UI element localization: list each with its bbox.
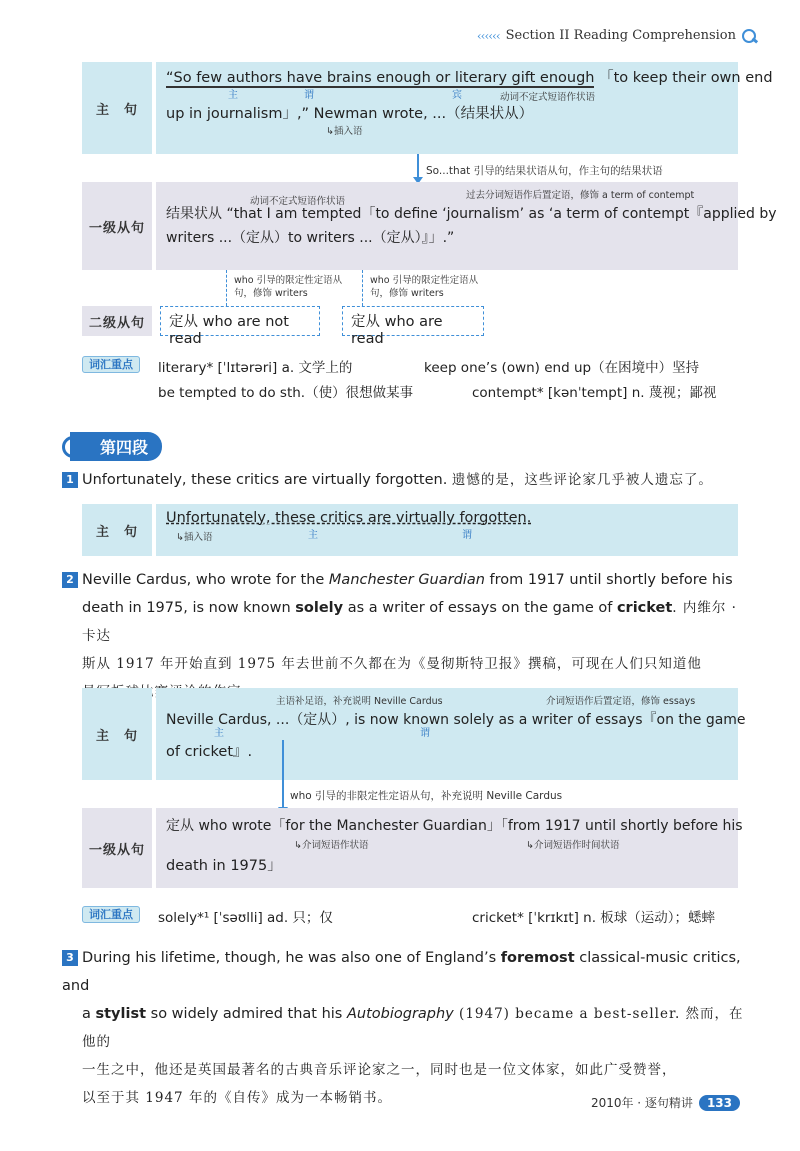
- main-line1: “So few authors have brains enough or literary gift enough 「to keep their own end: [166, 70, 773, 86]
- para-3: 3 During his lifetime, though, he was also one of England’s foremost classical-music critics, and a stylist so widely admired that his Autobiography (1947) became a best-seller. 然而，在他的 一生之中，他还是英国最著名的古典音乐评论家之一，同时也是一位文体家，如此广受赞誉， 以至于其 1947 年的《自传》成为一本畅销书。: [62, 950, 744, 1106]
- vocab-literary: literary* [ˈlɪtərəri] a. 文学上的: [158, 360, 353, 376]
- main-clause-box: “So few authors have brains enough or literary gift enough 「to keep their own end 主 谓 宾 动词不定式短语作状语 up in journalism」,” Newman wrote, ...（结果状从） ↳插入语: [156, 62, 738, 154]
- sub2-clause-a: 定从 who are not read: [160, 306, 320, 336]
- vocab-contempt: contempt* [kənˈtempt] n. 蔑视；鄙视: [472, 385, 717, 401]
- main-line2: up in journalism」,” Newman wrote, ...（结果状从）: [166, 106, 534, 122]
- p2-main-line1: Neville Cardus, ...（定从）, is now known solely as a writer of essays『on the game: [166, 712, 746, 728]
- sub1-line1: 结果状从 “that I am tempted「to define ‘journalism’ as ‘a term of contempt『applied by: [166, 206, 777, 222]
- sub1-label: 一级从句: [82, 182, 152, 270]
- section-heading: 第四段: [62, 432, 162, 461]
- p2-main-box: 主语补足语，补充说明 Neville Cardus 介词短语作后置定语，修饰 essays Neville Cardus, ...（定从）, is now known solely as a writer of essays『on the game 主 谓 of cricket』.: [156, 688, 738, 780]
- link-note: So...that 引导的结果状语从句，作主句的结果状语: [426, 165, 663, 177]
- insert-annotation: ↳插入语: [326, 126, 363, 137]
- search-q-icon: [742, 29, 756, 43]
- page-number: 133: [699, 1095, 740, 1111]
- page-header: [477, 28, 756, 43]
- sub1-box: 动词不定式短语作状语 过去分词短语作后置定语，修饰 a term of contempt 结果状从 “that I am tempted「to define ‘journalism’ as ‘a term of contempt『applied by writers ...（定从）to writers ...（定从）』」.”: [156, 182, 738, 270]
- p1-main-box: Unfortunately, these critics are virtually forgotten. ↳插入语 主 谓: [156, 504, 738, 556]
- link-arrow: [417, 154, 419, 178]
- page-footer: 2010年 · 逐句精讲 133: [591, 1094, 740, 1111]
- arrows-icon: ‹‹‹‹‹‹: [476, 28, 500, 43]
- p2-main-line2: of cricket』.: [166, 744, 253, 760]
- sub2-clause-b: 定从 who are read: [342, 306, 484, 336]
- vocab-tempted: be tempted to do sth.（使）很想做某事: [158, 385, 414, 401]
- p2-link-arrow: [282, 740, 284, 808]
- section-title: Section II Reading Comprehension: [505, 28, 736, 43]
- vocab-keep-end-up: keep one’s (own) end up（在困境中）坚持: [424, 360, 700, 376]
- who-note-1: who 引导的限定性定语从句，修饰 writers: [234, 275, 343, 299]
- para-1: 1 Unfortunately, these critics are virtually forgotten. 遗憾的是，这些评论家几乎被人遗忘了。: [62, 466, 752, 494]
- who-note-2: who 引导的限定性定语从句，修饰 writers: [370, 275, 479, 299]
- p2-who-note: who 引导的非限定性定语从句，补充说明 Neville Cardus: [290, 790, 563, 802]
- vocab-badge-1: 词汇重点: [82, 356, 140, 372]
- sub1-line2: writers ...（定从）to writers ...（定从）』」.”: [166, 230, 455, 246]
- p2-main-label: 主 句: [82, 688, 152, 780]
- p1-main-label: 主 句: [82, 504, 152, 556]
- main-clause-label: 主 句: [82, 62, 152, 154]
- vocab-solely: solely*¹ [ˈsəʊlli] ad. 只；仅: [158, 910, 333, 926]
- sub2-label: 二级从句: [82, 306, 152, 336]
- p2-sub-label: 一级从句: [82, 808, 152, 888]
- p2-sub-box: 定从 who wrote「for the Manchester Guardian」「from 1917 until shortly before his ↳介词短语作状语 ↳介词短语作时间状语 death in 1975」: [156, 808, 738, 888]
- vocab-cricket: cricket* [ˈkrɪkɪt] n. 板球（运动）；蟋蟀: [472, 910, 716, 926]
- para-2: 2 Neville Cardus, who wrote for the Manchester Guardian from 1917 until shortly before his death in 1975, is now known solely as a writer of essays on the game of cricket. 内维尔 · 卡达 斯从 1917 年开始直到 1975 年去世前不久都在为《曼彻斯特卫报》撰稿，可现在人们只知道他: [62, 566, 752, 706]
- vocab-badge-2: 词汇重点: [82, 906, 140, 922]
